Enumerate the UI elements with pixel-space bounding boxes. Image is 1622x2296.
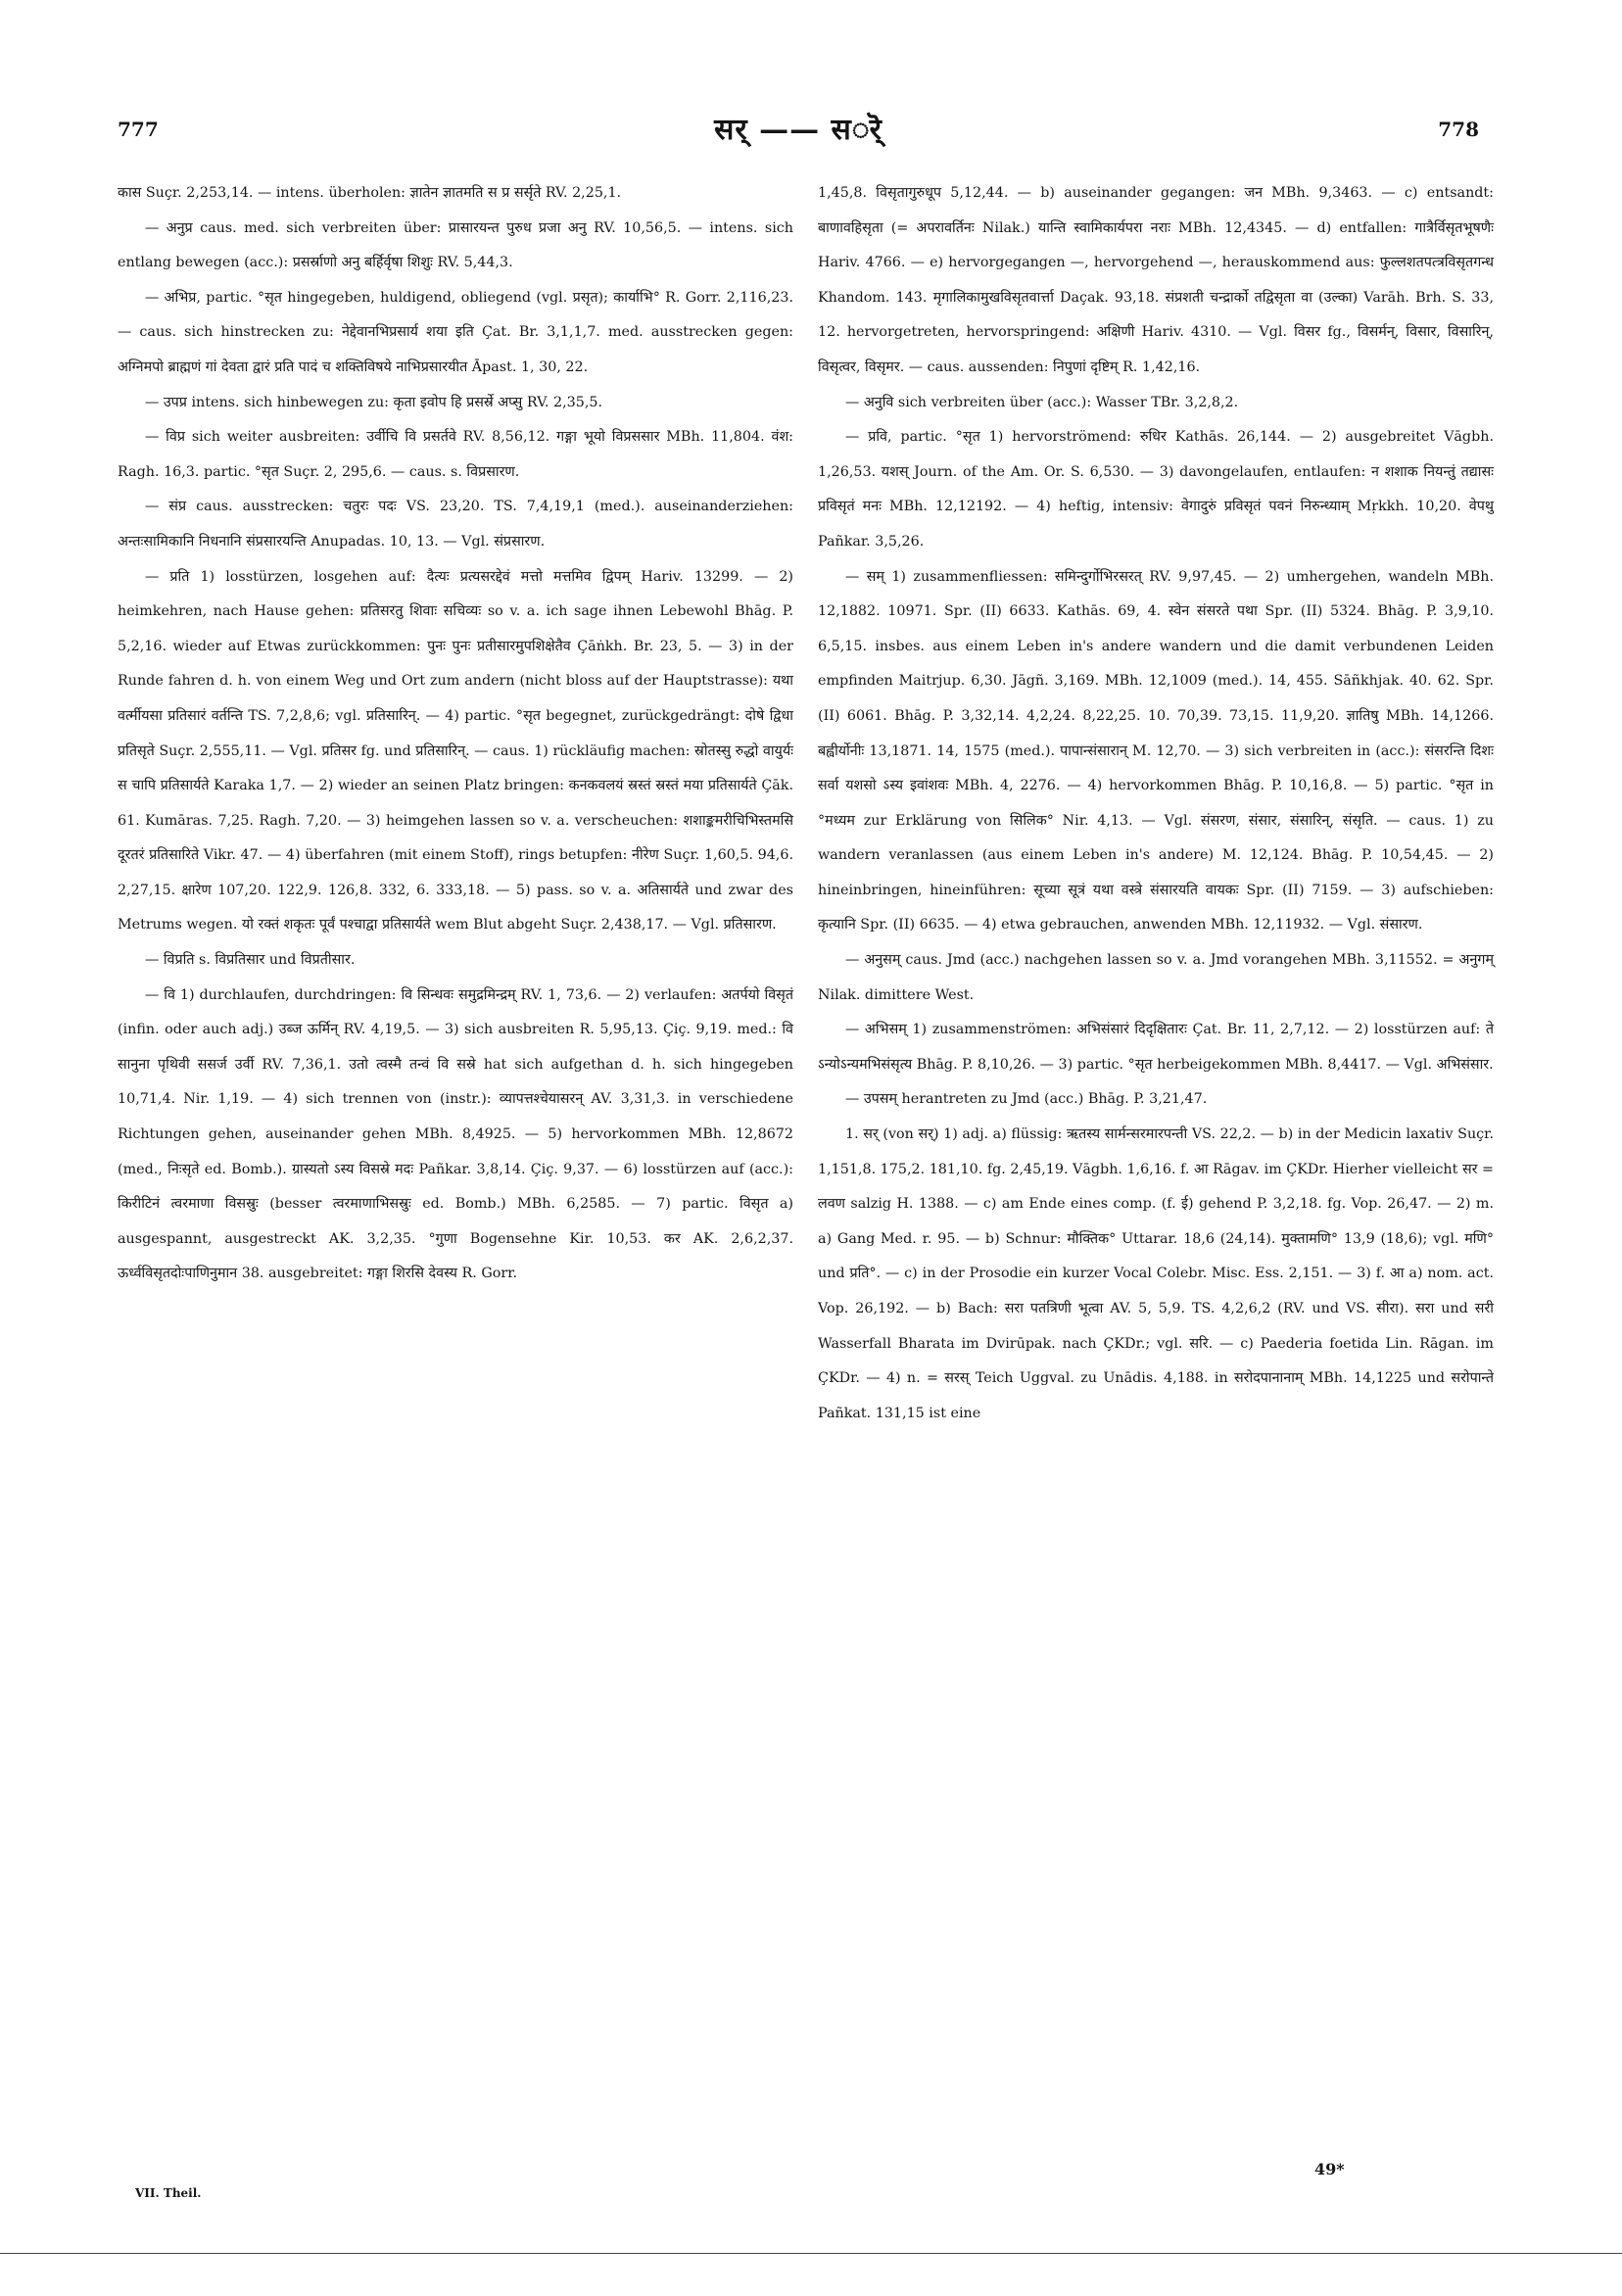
entry-paragraph: — अनुसम् caus. Jmd (acc.) nachgehen lassen so v. a. Jmd vorangehen MBh. 3,11552. = अनुगम् Nilak. dimittere West. (818, 952, 1494, 1003)
part-label: VII. Theil. (135, 2186, 202, 2200)
entry-paragraph: — विप्रति s. विप्रतिसार und विप्रतीसार. (145, 952, 356, 969)
entry-paragraph: — अभिप्र, partic. °सृत hingegeben, huldigend, obliegend (vgl. प्रसृत); कार्याभि° R. Gorr. 2,116,23. — caus. sich hinstrecken zu: नेद्देवानभिप्रसार्य शया इति Çat. Br. 3,1,1,7. med. ausstrecken gegen: अग्निमपो ब्राह्मणं गां देवता द्वारं प्रति पादं च शक्तिविषये नाभिप्रसारयीत Āpast. 1, 30, 22. (118, 289, 793, 375)
entry-paragraph: — उपसम् herantreten zu Jmd (acc.) Bhāg. P. 3,21,47. (845, 1091, 1208, 1108)
running-head: सर् —— सर्ॆ (714, 113, 883, 147)
left-page-number: 777 (118, 118, 159, 141)
bottom-rule (0, 2253, 1622, 2254)
page-header (118, 108, 1479, 157)
right-column (818, 176, 1494, 1431)
entry-paragraph: 1. सर् (von सर्) 1) adj. a) flüssig: ऋतस्य सार्मन्सरमारपन्ती VS. 22,2. — b) in der Medicin laxativ Suçr. 1,151,8. 175,2. 181,10. fg. 2,45,19. Vāgbh. 1,6,16. f. आ Rāgav. im ÇKDr. Hierher vielleicht सर = लवण salzig H. 1388. — c) am Ende eines comp. (f. ई) gehend P. 3,2,18. fg. Vop. 26,47. — 2) m. a) Gang Med. r. 95. — b) Schnur: मौक्तिक° Uttarar. 18,6 (24,14). मुक्तामणि° 13,9 (18,6); vgl. मणि° und प्रति°. — c) in der Prosodie ein kurzer Vocal Colebr. Misc. Ess. 2,151. — 3) f. आ a) nom. act. Vop. 26,192. — b) Bach: सरा पतत्रिणी भूत्वा AV. 5, 5,9. TS. 4,2,6,2 (RV. und VS. सीरा). सरा und सरी Wasserfall Bharata im Dvirūpak. nach ÇKDr.; vgl. सरि. — c) Paederia foetida Lin. Rāgan. im ÇKDr. — 4) n. = सरस् Teich Uggval. zu Unādis. 4,188. in सरोदपानानाम् MBh. 14,1225 und सरोपान्ते Pañkat. 131,15 ist eine (818, 1126, 1494, 1421)
right-page-number: 778 (1438, 118, 1479, 141)
left-column (118, 176, 793, 1292)
entry-paragraph: कास Suçr. 2,253,14. — intens. überholen: ज्ञातेन ज्ञातमति स प्र सर्सृते RV. 2,25,1. (118, 185, 622, 201)
entry-paragraph: — सम् 1) zusammenfliessen: समिन्दुर्गोभिरसरत् RV. 9,97,45. — 2) umhergehen, wandeln MBh. 12,1882. 10971. Spr. (II) 6633. Kathās. 69, 4. स्वेन संसरते पथा Spr. (II) 5324. Bhāg. P. 3,9,10. 6,5,15. insbes. aus einem Leben in's andere wandern und die damit verbundenen Leiden empfinden Maitrjup. 6,30. Jāgñ. 3,169. MBh. 12,1009 (med.). 14, 455. Sāñkhjak. 40. 62. Spr. (II) 6061. Bhāg. P. 3,32,14. 4,2,24. 8,22,25. 10. 70,39. 73,15. 11,9,20. ज्ञातिषु MBh. 14,1266. बह्वीर्योनीः 13,1871. 14, 1575 (med.). पापान्संसारान् M. 12,70. — 3) sich verbreiten in (acc.): संसरन्ति दिशः सर्वा यशसो ऽस्य इवांशवः MBh. 4, 2276. — 4) hervorkommen Bhāg. P. 10,16,8. — 5) partic. °सृत in °मध्यम zur Erklärung von सिलिक° Nir. 4,13. — Vgl. संसरण, संसार, संसारिन्, संसृति. — caus. 1) zu wandern veranlassen (aus einem Leben in's andere) M. 12,124. Bhāg. P. 10,54,45. — 2) hineinbringen, hineinführen: सूच्या सूत्रं यथा वस्त्रे संसारयति वायकः Spr. (II) 7159. — 3) aufschieben: कृत्यानि Spr. (II) 6635. — 4) etwa gebrauchen, anwenden MBh. 12,11932. — Vgl. संसारण. (818, 568, 1494, 933)
entry-paragraph: — वि 1) durchlaufen, durchdringen: वि सिन्धवः समुद्रमिन्द्रम् RV. 1, 73,6. — 2) verlaufen: अतर्पयो विसृतं (infin. oder auch adj.) उब्ज ऊर्मिन् RV. 4,19,5. — 3) sich ausbreiten R. 5,95,13. Çiç. 9,19. med.: वि सानुना पृथिवी ससर्ज उर्वी RV. 7,36,1. उतो त्वस्मै तन्वं वि सस्रे hat sich aufgethan d. h. sich hingegeben 10,71,4. Nir. 1,19. — 4) sich trennen von (instr.): व्यापत्तश्चेयासरन् AV. 3,31,3. in verschiedene Richtungen gehen, auseinander gehen MBh. 8,4925. — 5) hervorkommen MBh. 12,8672 (med., निःसृते ed. Bomb.). ग्रास्यतो ऽस्य विसस्रे मदः Pañkar. 3,8,14. Çiç. 9,37. — 6) losstürzen auf (acc.): किरीटिनं त्वरमाणा विसस्रुः (besser त्वरमाणाभिसस्रुः ed. Bomb.) MBh. 6,2585. — 7) partic. विसृत a) ausgespannt, ausgestreckt AK. 3,2,35. °गुणा Bogensehne Kir. 10,53. कर AK. 2,6,2,37. ऊर्ध्वविसृतदोःपाणिनुमान 38. ausgebreitet: गङ्गा शिरसि देवस्य R. Gorr. (118, 986, 793, 1282)
entry-paragraph: 1,45,8. विसृतागुरुधूप 5,12,44. — b) auseinander gegangen: जन MBh. 9,3463. — c) entsandt: बाणावहिसृता (= अपरावर्तिनः Nilak.) यान्ति स्वामिकार्यपरा नराः MBh. 12,4345. — d) entfallen: गात्रैर्विसृतभूषणैः Hariv. 4766. — e) hervorgegangen —, hervorgehend —, herauskommend aus: फुल्लशतपत्त्रविसृतगन्ध Khandom. 143. मृगालिकामुखविसृतवार्त्ता Daçak. 93,18. संप्रशती चन्द्रार्को तद्विसृता वा (उल्का) Varāh. Brh. S. 33, 12. hervorgetreten, hervorspringend: अक्षिणी Hariv. 4310. — Vgl. विसर fg., विसर्मन्, विसार, विसारिन्, विसृत्वर, विसृमर. — caus. aussenden: निपुणां दृष्टिम् R. 1,42,16. (818, 185, 1494, 375)
entry-paragraph: — प्रति 1) losstürzen, losgehen auf: दैत्यः प्रत्यसरद्देवं मत्तो मत्तमिव द्विपम् Hariv. 13299. — 2) heimkehren, nach Hause gehen: प्रतिसरतु शिवाः सचिव्यः so v. a. ich sage ihnen Lebewohl Bhāg. P. 5,2,16. wieder auf Etwas zurückkommen: पुनः पुनः प्रतीसारमुपशिक्षेतैव Çāṅkh. Br. 23, 5. — 3) in der Runde fahren d. h. von einem Weg und Ort zum andern (nicht bloss auf der Hauptstrasse): यथा वर्त्मीयसा प्रतिसारं वर्तन्ति TS. 7,2,8,6; vgl. प्रतिसारिन्. — 4) partic. °सृत begegnet, zurückgedrängt: दोषे द्विधा प्रतिसृते Suçr. 2,555,11. — Vgl. प्रतिसर fg. und प्रतिसारिन्. — caus. 1) rückläufig machen: स्रोतस्सु रुद्धो वायुर्यः स चापि प्रतिसार्यते Karaka 1,7. — 2) wieder an seinen Platz bringen: कनकवलयं स्रस्तं स्रस्तं मया प्रतिसार्यते Çāk. 61. Kumāras. 7,25. Ragh. 7,20. — 3) heimgehen lassen so v. a. verscheuchen: शशाङ्कमरीचिभिस्तमसि दूरतरं प्रतिसारिते Vikr. 47. — 4) überfahren (mit einem Stoff), rings betupfen: नीरेण Suçr. 1,60,5. 94,6. 2,27,15. क्षारेण 107,20. 122,9. 126,8. 332, 6. 333,18. — 5) pass. so v. a. अतिसार्यते und zwar des Metrums wegen. यो रक्तं शकृतः पूर्वं पश्चाद्वा प्रतिसार्यते wem Blut abgeht Suçr. 2,438,17. — Vgl. प्रतिसारण. (118, 568, 793, 933)
entry-paragraph: — उपप्र intens. sich hinbewegen zu: कृता इवोप हि प्रसर्स्रे अप्सु RV. 2,35,5. (145, 394, 603, 410)
entry-paragraph: — अनुप्र caus. med. sich verbreiten über: प्रासारयन्त पुरुध प्रजा अनु RV. 10,56,5. — intens. sich entlang bewegen (acc.): प्रसर्स्राणो अनु बर्हिर्वृषा शिशुः RV. 5,44,3. (118, 219, 793, 271)
entry-paragraph: — अभिसम् 1) zusammenströmen: अभिसंसारं दिदृक्षितारः Çat. Br. 11, 2,7,12. — 2) losstürzen auf: ते ऽन्योऽन्यमभिसंसृत्य Bhāg. P. 8,10,26. — 3) partic. °सृत herbeigekommen MBh. 8,4417. — Vgl. अभिसंसार. (818, 1022, 1494, 1073)
entry-paragraph: — संप्र caus. ausstrecken: चतुरः पदः VS. 23,20. TS. 7,4,19,1 (med.). auseinanderziehen: अन्तःसामिकानि निधनानि संप्रसारयन्ति Anupadas. 10, 13. — Vgl. संप्रसारण. (118, 499, 793, 550)
entry-paragraph: — प्रवि, partic. °सृत 1) hervorströmend: रुधिर Kathās. 26,144. — 2) ausgebreitet Vāgbh. 1,26,53. यशस् Journ. of the Am. Or. S. 6,530. — 3) davongelaufen, entlaufen: न शशाक नियन्तुं तद्यासः प्रविसृतं मनः MBh. 12,12192. — 4) heftig, intensiv: वेगादुरुं प्रविसृतं पवनं निरुन्ध्याम् Mṛkkh. 10,20. वेपथु Pañkar. 3,5,26. (818, 429, 1494, 550)
sheet-signature: 49* (1314, 2160, 1345, 2178)
entry-paragraph: — विप्र sich weiter ausbreiten: उर्वीचि वि प्रसर्तवे RV. 8,56,12. गङ्गा भूयो विप्रससार MBh. 11,804. वंश: Ragh. 16,3. partic. °सृत Suçr. 2, 295,6. — caus. s. विप्रसारण. (118, 429, 793, 480)
entry-paragraph: — अनुवि sich verbreiten über (acc.): Wasser TBr. 3,2,8,2. (845, 394, 1239, 410)
